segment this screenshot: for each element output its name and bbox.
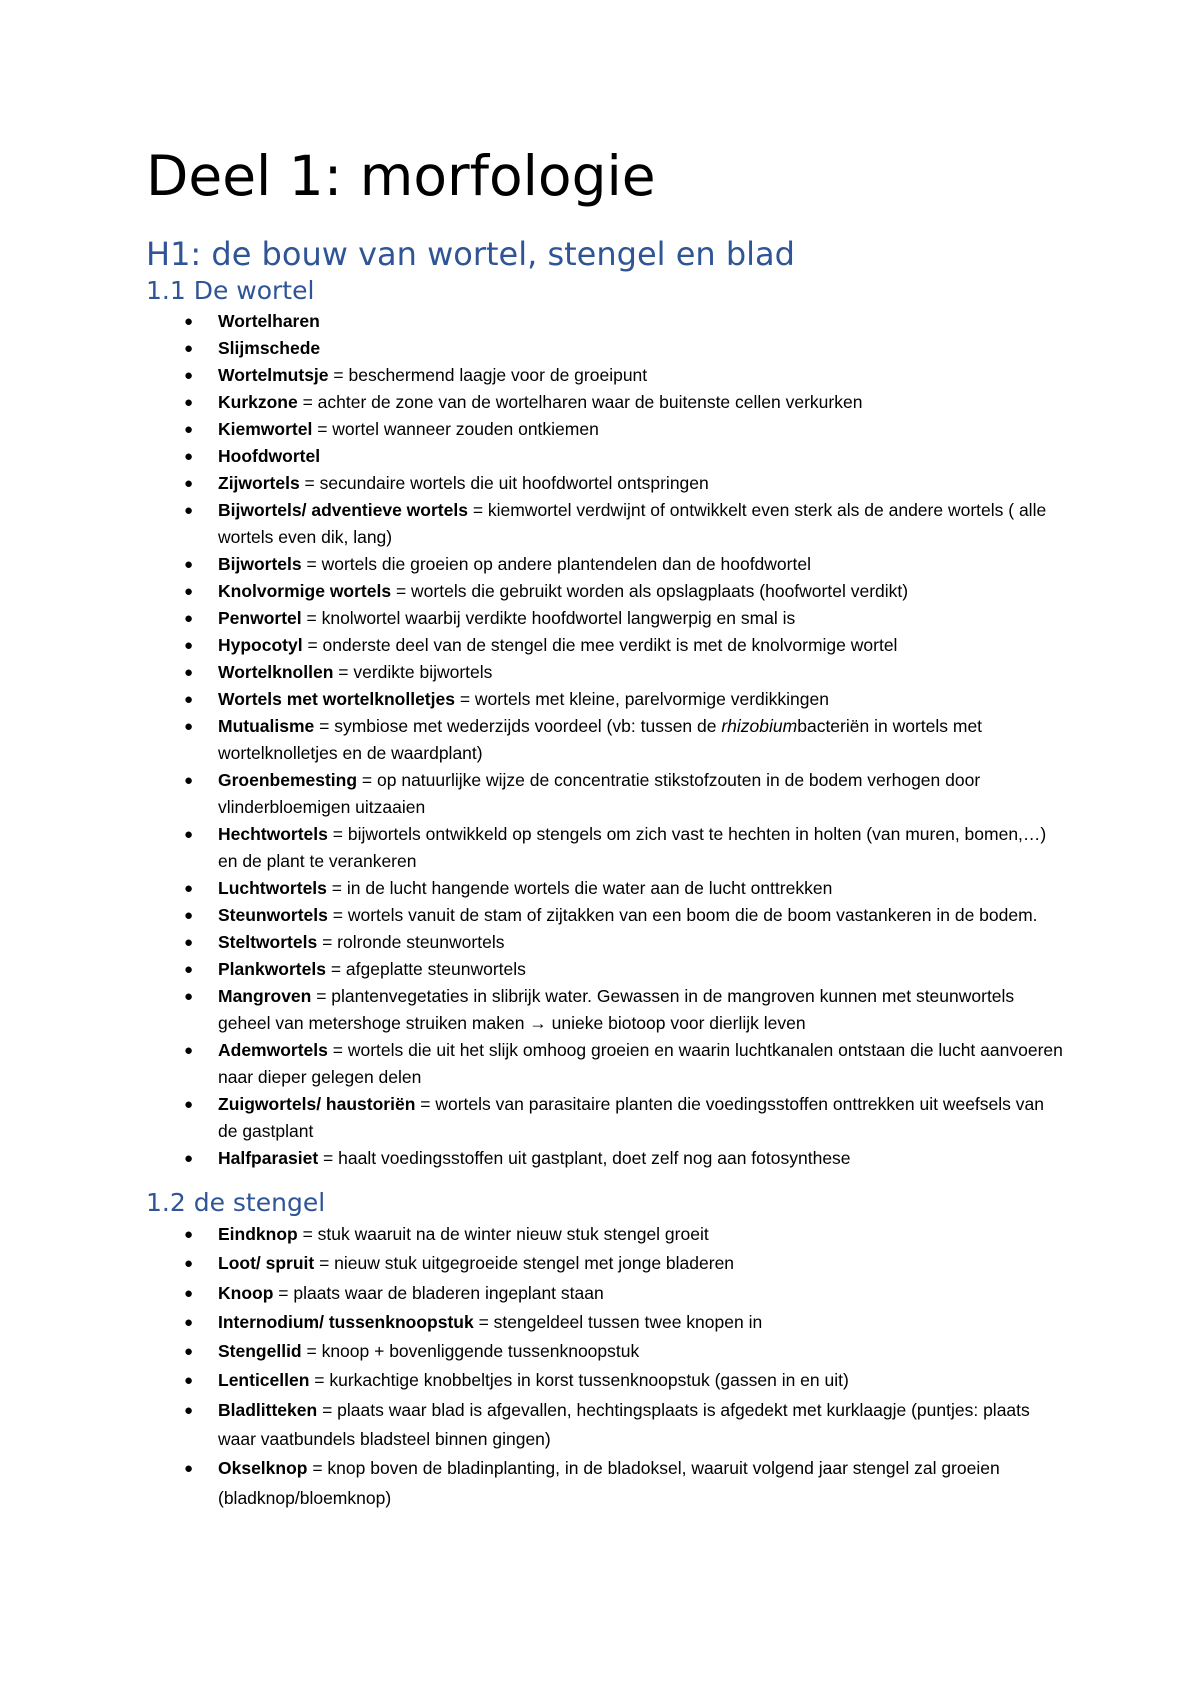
- item-definition: = plaats waar de bladeren ingeplant staan: [273, 1282, 604, 1303]
- bullet-icon: ●: [184, 340, 194, 357]
- list-item: [146, 1145, 1066, 1172]
- bullet-icon: ●: [184, 1372, 194, 1390]
- item-definition: = haalt voedingsstoffen uit gastplant, doet zelf nog aan fotosynthese: [318, 1148, 851, 1168]
- item-term: Bijwortels/ adventieve wortels: [218, 500, 468, 520]
- list-item: [146, 929, 1066, 956]
- list-item: [146, 1337, 1066, 1366]
- item-definition: = symbiose met wederzijds voordeel (vb: tussen de: [314, 716, 722, 736]
- item-definition: = wortels vanuit de stam of zijtakken van een boom die de boom vastankeren in de bodem.: [327, 905, 1038, 925]
- list-item: [146, 1279, 1066, 1308]
- bullet-icon: ●: [184, 1096, 194, 1113]
- document-content: [146, 142, 1066, 1513]
- bullet-icon: ●: [184, 1313, 194, 1331]
- bullet-icon: ●: [184, 556, 194, 573]
- section-heading-wortel: 1.1 De wortel: [146, 276, 315, 305]
- item-term: Zijwortels: [218, 473, 300, 493]
- list-item: [146, 605, 1066, 632]
- item-term: Bladlitteken: [218, 1399, 318, 1420]
- list-item: [146, 1220, 1066, 1249]
- item-term: Penwortel: [218, 608, 302, 628]
- item-term: Kurkzone: [218, 392, 298, 412]
- bullet-icon: ●: [184, 691, 194, 708]
- bullet-icon: ●: [184, 610, 194, 627]
- list-item: [146, 821, 1066, 875]
- item-definition: = stuk waaruit na de winter nieuw stuk stengel groeit: [297, 1224, 709, 1244]
- list-item: [146, 497, 1066, 551]
- bullet-icon: ●: [184, 961, 194, 978]
- bullet-icon: ●: [184, 664, 194, 681]
- item-definition: = knop boven de bladinplanting, in de bladoksel, waaruit volgend jaar stengel zal groeien (bladknop/bloemknop): [218, 1458, 1000, 1508]
- bullet-icon: ●: [184, 637, 194, 654]
- list-item: [146, 1454, 1066, 1513]
- item-definition: = bijwortels ontwikkeld op stengels om zich vast te hechten in holten (van muren, bomen,…) en de plant te verankeren: [218, 824, 1047, 871]
- item-term: Kiemwortel: [218, 419, 313, 439]
- bullet-icon: ●: [184, 475, 194, 492]
- list-item: [146, 875, 1066, 902]
- item-term: Wortelharen: [218, 311, 320, 331]
- item-definition: = op natuurlijke wijze de concentratie stikstofzouten in de bodem verhogen door vlinderbloemigen uitzaaien: [218, 770, 981, 817]
- item-term: Groenbemesting: [218, 770, 358, 790]
- list-item: [146, 983, 1066, 1037]
- item-definition: = knolwortel waarbij verdikte hoofdwortel langwerpig en smal is: [301, 608, 796, 628]
- item-term: Eindknop: [218, 1224, 298, 1244]
- item-term: Hechtwortels: [218, 824, 328, 844]
- item-definition: = wortels die uit het slijk omhoog groeien en waarin luchtkanalen ontstaan die lucht aanvoeren naar dieper gelegen delen: [218, 1040, 1063, 1087]
- document-title: Deel 1: morfologie: [146, 144, 656, 208]
- list-item: [146, 1249, 1066, 1278]
- bullet-icon: ●: [184, 1460, 194, 1478]
- list-item: [146, 1037, 1066, 1091]
- item-term: Mangroven: [218, 986, 312, 1006]
- list-item: [146, 443, 1066, 470]
- list-item: [146, 416, 1066, 443]
- item-definition: = afgeplatte steunwortels: [325, 959, 526, 979]
- list-item: [146, 1396, 1066, 1455]
- item-definition: = wortels die groeien op andere plantendelen dan de hoofdwortel: [301, 554, 811, 574]
- item-term: Ademwortels: [218, 1040, 328, 1060]
- item-term: Steltwortels: [218, 932, 318, 952]
- list-item: [146, 632, 1066, 659]
- item-term: Hoofdwortel: [218, 446, 321, 466]
- item-definition: = verdikte bijwortels: [333, 662, 493, 682]
- item-term: Knolvormige wortels: [218, 581, 392, 601]
- item-definition: = nieuw stuk uitgegroeide stengel met jonge bladeren: [314, 1253, 735, 1274]
- list-item: [146, 1308, 1066, 1337]
- item-definition: = onderste deel van de stengel die mee verdikt is met de knolvormige wortel: [302, 635, 898, 655]
- list-item: [146, 389, 1066, 416]
- item-term: Internodium/ tussenknoopstuk: [218, 1311, 474, 1332]
- item-term: Knoop: [218, 1282, 274, 1303]
- item-term: Wortelknollen: [218, 662, 334, 682]
- item-definition: = beschermend laagje voor de groeipunt: [328, 365, 648, 385]
- bullet-icon: ●: [184, 1401, 194, 1419]
- bullet-icon: ●: [184, 1255, 194, 1273]
- bullet-icon: ●: [184, 934, 194, 951]
- item-term: Bijwortels: [218, 554, 302, 574]
- item-definition-cont: bacteriën in wortels met wortelknolletjes en de waardplant): [218, 716, 983, 763]
- item-definition: = wortels die gebruikt worden als opslagplaats (hoofwortel verdikt): [391, 581, 909, 601]
- bullet-icon: ●: [184, 583, 194, 600]
- item-definition: = kurkachtige knobbeltjes in korst tussenknoopstuk (gassen in en uit): [309, 1370, 849, 1391]
- item-term: Wortelmutsje: [218, 365, 329, 385]
- item-term: Hypocotyl: [218, 635, 303, 655]
- list-item: [146, 1091, 1066, 1145]
- stengel-list: [146, 1220, 1066, 1513]
- item-term: Okselknop: [218, 1458, 308, 1479]
- wortel-list: [146, 308, 1066, 1172]
- bullet-icon: ●: [184, 421, 194, 438]
- item-term: Steunwortels: [218, 905, 328, 925]
- item-definition: = stengeldeel tussen twee knopen in: [473, 1311, 763, 1332]
- item-definition: = plaats waar blad is afgevallen, hechtingsplaats is afgedekt met kurklaagje (puntjes: plaats waar vaatbundels bladsteel binnen gingen): [218, 1399, 1030, 1450]
- item-term: Mutualisme: [218, 716, 315, 736]
- bullet-icon: ●: [184, 367, 194, 384]
- bullet-icon: ●: [184, 880, 194, 897]
- bullet-icon: ●: [184, 394, 194, 411]
- bullet-icon: ●: [184, 1343, 194, 1361]
- bullet-icon: ●: [184, 1226, 194, 1243]
- item-definition: = achter de zone van de wortelharen waar de buitenste cellen verkurken: [297, 392, 863, 412]
- bullet-icon: ●: [184, 718, 194, 735]
- list-item: [146, 767, 1066, 821]
- section-heading-stengel: 1.2 de stengel: [146, 1188, 326, 1217]
- item-term: Stengellid: [218, 1341, 302, 1362]
- bullet-icon: ●: [184, 448, 194, 465]
- item-definition: = wortel wanneer zouden ontkiemen: [312, 419, 599, 439]
- list-item: [146, 713, 1066, 767]
- item-term: Wortels met wortelknolletjes: [218, 689, 455, 709]
- list-item: [146, 956, 1066, 983]
- list-item: [146, 308, 1066, 335]
- item-term: Loot/ spruit: [218, 1253, 315, 1274]
- item-definition: = knoop + bovenliggende tussenknoopstuk: [301, 1341, 640, 1362]
- item-term: Halfparasiet: [218, 1148, 319, 1168]
- bullet-icon: ●: [184, 313, 194, 330]
- item-italic: rhizobium: [721, 716, 798, 736]
- item-term: Lenticellen: [218, 1370, 310, 1391]
- item-definition: = plantenvegetaties in slibrijk water. Gewassen in de mangroven kunnen met steunwortels geheel van metershoge struiken maken → unieke biotoop voor dierlijk leven: [218, 986, 1015, 1033]
- chapter-heading: H1: de bouw van wortel, stengel en blad: [146, 235, 795, 273]
- list-item: [146, 902, 1066, 929]
- item-term: Plankwortels: [218, 959, 326, 979]
- item-definition: = secundaire wortels die uit hoofdwortel ontspringen: [299, 473, 709, 493]
- item-definition: = kiemwortel verdwijnt of ontwikkelt even sterk als de andere wortels ( alle wortels even dik, lang): [218, 500, 1047, 547]
- bullet-icon: ●: [184, 1150, 194, 1167]
- list-item: [146, 659, 1066, 686]
- list-item: [146, 470, 1066, 497]
- item-definition: = in de lucht hangende wortels die water aan de lucht onttrekken: [326, 878, 833, 898]
- bullet-icon: ●: [184, 826, 194, 843]
- list-item: [146, 551, 1066, 578]
- bullet-icon: ●: [184, 1284, 194, 1302]
- item-term: Zuigwortels/ haustoriën: [218, 1094, 416, 1114]
- bullet-icon: ●: [184, 502, 194, 519]
- item-definition: = rolronde steunwortels: [317, 932, 505, 952]
- item-term: Slijmschede: [218, 338, 321, 358]
- bullet-icon: ●: [184, 907, 194, 924]
- bullet-icon: ●: [184, 772, 194, 789]
- list-item: [146, 686, 1066, 713]
- item-definition: = wortels van parasitaire planten die voedingsstoffen onttrekken uit weefsels van de gastplant: [218, 1094, 1044, 1141]
- list-item: [146, 1366, 1066, 1395]
- item-definition: = wortels met kleine, parelvormige verdikkingen: [454, 689, 829, 709]
- list-item: [146, 362, 1066, 389]
- list-item: [146, 578, 1066, 605]
- item-term: Luchtwortels: [218, 878, 327, 898]
- bullet-icon: ●: [184, 988, 194, 1005]
- list-item: [146, 335, 1066, 362]
- bullet-icon: ●: [184, 1042, 194, 1059]
